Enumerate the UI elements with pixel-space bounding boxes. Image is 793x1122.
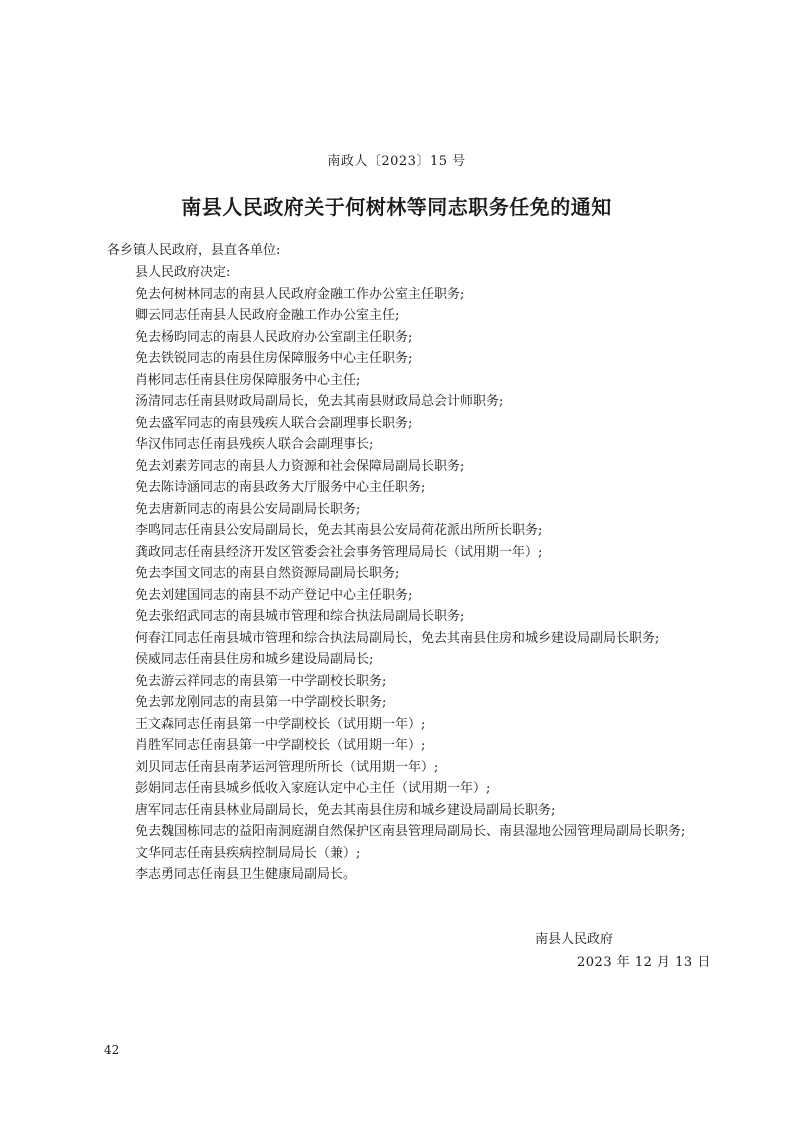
paragraph: 肖胜军同志任南县第一中学副校长（试用期一年）;: [135, 738, 426, 753]
paragraph: 免去盛军同志的南县残疾人联合会副理事长职务;: [135, 415, 413, 431]
paragraph: 王文森同志任南县第一中学副校长（试用期一年）;: [135, 716, 426, 732]
paragraph: 免去魏国栋同志的益阳南洞庭湖自然保护区南县管理局副局长、南县湿地公园管理局副局长职务;: [135, 824, 686, 839]
document-title: 南县人民政府关于何树林等同志职务任免的通知: [181, 195, 612, 219]
paragraph: 卿云同志任南县人民政府金融工作办公室主任;: [135, 308, 400, 323]
paragraph: 汤清同志任南县财政局副局长，免去其南县财政局总会计师职务;: [135, 394, 504, 409]
paragraph: 免去杨昀同志的南县人民政府办公室副主任职务;: [135, 329, 413, 345]
paragraph: 何春江同志任南县城市管理和综合执法局副局长，免去其南县住房和城乡建设局副局长职务;: [135, 630, 660, 646]
notice-body: [107, 262, 690, 886]
paragraph: 免去唐新同志的南县公安局副局长职务;: [135, 501, 361, 517]
paragraph: 免去李国文同志的南县自然资源局副局长职务;: [135, 566, 400, 581]
paragraph: 县人民政府决定:: [135, 265, 231, 280]
paragraph: 免去张绍武同志的南县城市管理和综合执法局副局长职务;: [135, 609, 465, 624]
paragraph: 免去何树林同志的南县人民政府金融工作办公室主任职务;: [135, 286, 465, 302]
signature-organization: 南县人民政府: [535, 932, 614, 947]
paragraph: 免去铁锐同志的南县住房保障服务中心主任职务;: [135, 351, 413, 366]
paragraph: 华汉伟同志任南县残疾人联合会副理事长;: [135, 437, 374, 452]
salutation: 各乡镇人民政府，县直各单位:: [107, 243, 281, 258]
paragraph: 肖彬同志任南县住房保障服务中心主任;: [135, 372, 361, 388]
paragraph: 龚政同志任南县经济开发区管委会社会事务管理局局长（试用期一年）;: [135, 544, 543, 560]
paragraph: 文华同志任南县疾病控制局局长（兼）;: [135, 845, 361, 861]
paragraph: 唐军同志任南县林业局副局长，免去其南县住房和城乡建设局副局长职务;: [135, 802, 556, 818]
paragraph: 免去陈诗涵同志的南县政务大厅服务中心主任职务;: [135, 480, 426, 495]
paragraph: 免去刘素芳同志的南县人力资源和社会保障局副局长职务;: [135, 458, 465, 474]
paragraph: 彭娟同志任南县城乡低收入家庭认定中心主任（试用期一年）;: [135, 781, 491, 796]
paragraph: 免去刘建国同志的南县不动产登记中心主任职务;: [135, 587, 413, 603]
paragraph: 李鸣同志任南县公安局副局长，免去其南县公安局荷花派出所所长职务;: [135, 523, 543, 538]
paragraph: 免去郭龙刚同志的南县第一中学副校长职务;: [135, 695, 387, 710]
page-number: 42: [104, 1043, 120, 1057]
paragraph: 李志勇同志任南县卫生健康局副局长。: [135, 867, 357, 882]
document-number: 南政人〔2023〕15 号: [327, 154, 466, 169]
paragraph: 刘贝同志任南县南茅运河管理所所长（试用期一年）;: [135, 759, 439, 775]
paragraph: 侯威同志任南县住房和城乡建设局副局长;: [135, 652, 374, 667]
signature-date: 2023 年 12 月 13 日: [577, 955, 711, 970]
paragraph: 免去游云祥同志的南县第一中学副校长职务;: [135, 673, 387, 689]
